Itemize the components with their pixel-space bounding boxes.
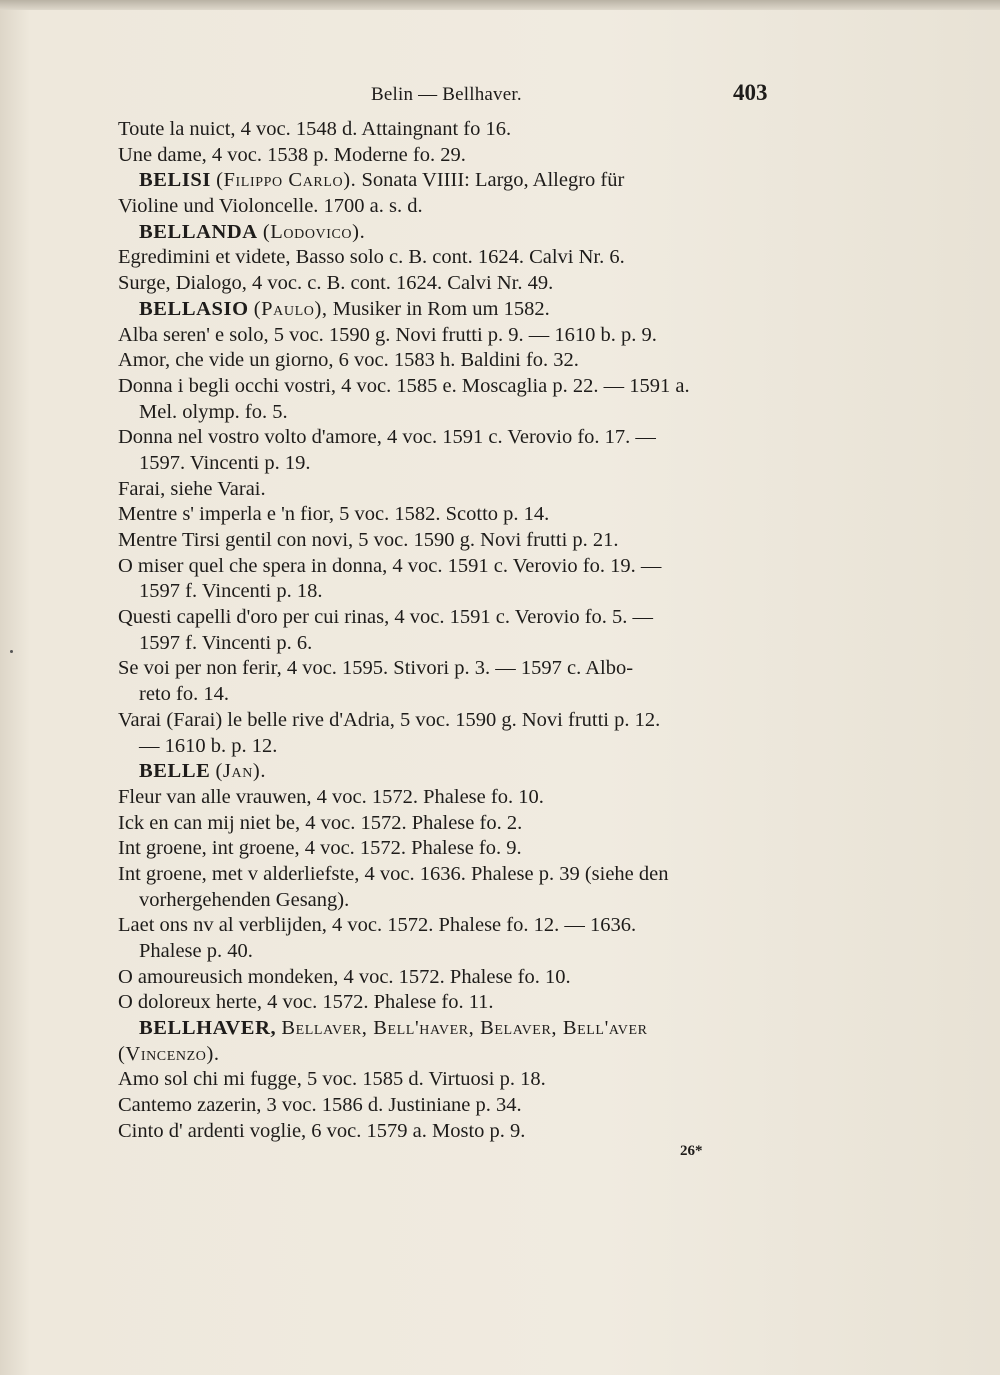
composer-forename: (Vincenzo). <box>118 1042 220 1065</box>
entry-line: Donna nel vostro volto d'amore, 4 voc. 1591 c. Verovio fo. 17. — <box>118 426 656 449</box>
composer-forename: Bellaver, Bell'haver, Belaver, Bell'aver <box>281 1017 648 1040</box>
composer-heading <box>118 297 778 323</box>
entry-line: reto fo. 14. <box>139 683 229 706</box>
composer-heading <box>118 220 778 246</box>
entry-line: Questi capelli d'oro per cui rinas, 4 voc. 1591 c. Verovio fo. 5. — <box>118 606 654 629</box>
composer-heading <box>118 759 778 785</box>
composer-heading <box>118 1016 778 1042</box>
entry-line: Varai (Farai) le belle rive d'Adria, 5 voc. 1590 g. Novi frutti p. 12. <box>118 708 661 731</box>
entry-line: Donna i begli occhi vostri, 4 voc. 1585 e. Moscaglia p. 22. — 1591 a. <box>118 374 690 397</box>
entry-line: Se voi per non ferir, 4 voc. 1595. Stivori p. 3. — 1597 c. Albo- <box>118 657 634 680</box>
entry-line: Amor, che vide un giorno, 6 voc. 1583 h. Baldini fo. 32. <box>118 349 579 372</box>
entry-line: Alba seren' e solo, 5 voc. 1590 g. Novi frutti p. 9. — 1610 b. p. 9. <box>118 323 657 346</box>
entry-line <box>118 1042 778 1068</box>
composer-forename: (Paulo), <box>253 297 328 320</box>
entry-line: Egredimini et videte, Basso solo c. B. cont. 1624. Calvi Nr. 6. <box>118 246 625 269</box>
entry-line: vorhergehenden Gesang). <box>139 888 350 911</box>
signature-mark: 26* <box>680 1143 703 1159</box>
entry-line: — 1610 b. p. 12. <box>139 734 278 757</box>
composer-heading <box>118 168 778 194</box>
entry-line: Int groene, int groene, 4 voc. 1572. Phalese fo. 9. <box>118 837 522 860</box>
entry-line: Violine und Violoncelle. 1700 a. s. d. <box>118 195 423 218</box>
composer-forename: (Lodovico). <box>262 220 366 243</box>
entry-line: O doloreux herte, 4 voc. 1572. Phalese fo. 11. <box>118 991 494 1014</box>
composer-name: BELLANDA <box>139 220 258 243</box>
page-header <box>0 80 1000 110</box>
composer-forename: (Jan). <box>215 760 267 783</box>
scan-edge <box>0 0 1000 10</box>
entry-line: Mentre Tirsi gentil con novi, 5 voc. 1590 g. Novi frutti p. 21. <box>118 529 619 551</box>
entry-line: Une dame, 4 voc. 1538 p. Moderne fo. 29. <box>118 143 466 166</box>
entry-line: Cantemo zazerin, 3 voc. 1586 d. Justiniane p. 34. <box>118 1094 522 1117</box>
entry-line: 1597 f. Vincenti p. 6. <box>139 631 313 654</box>
composer-name: BELLE <box>139 760 211 783</box>
running-head: Belin — Bellhaver. <box>371 84 522 105</box>
margin-mark <box>10 650 13 653</box>
composer-note: Sonata VIIII: Largo, Allegro für <box>356 169 625 192</box>
catalog-entries <box>118 117 778 1145</box>
entry-line: Surge, Dialogo, 4 voc. c. B. cont. 1624. Calvi Nr. 49. <box>118 272 554 295</box>
entry-line: 1597 f. Vincenti p. 18. <box>139 580 323 603</box>
entry-line: Fleur van alle vrauwen, 4 voc. 1572. Phalese fo. 10. <box>118 785 544 808</box>
entry-line: Amo sol chi mi fugge, 5 voc. 1585 d. Virtuosi p. 18. <box>118 1068 546 1091</box>
entry-line: Mentre s' imperla e 'n fior, 5 voc. 1582. Scotto p. 14. <box>118 503 550 526</box>
composer-name: BELLHAVER, <box>139 1017 277 1040</box>
entry-line: Laet ons nv al verblijden, 4 voc. 1572. Phalese fo. 12. — 1636. <box>118 914 637 937</box>
entry-line: Farai, siehe Varai. <box>118 477 266 500</box>
entry-line: Phalese p. 40. <box>139 940 253 962</box>
entry-line: Mel. olymp. fo. 5. <box>139 400 288 423</box>
composer-note: Musiker in Rom um 1582. <box>327 297 550 320</box>
page-number: 403 <box>733 80 768 105</box>
entry-line: Cinto d' ardenti voglie, 6 voc. 1579 a. Mosto p. 9. <box>118 1119 526 1142</box>
entry-line: O amoureusich mondeken, 4 voc. 1572. Phalese fo. 10. <box>118 965 571 988</box>
composer-name: BELISI <box>139 169 211 192</box>
entry-line: Ick en can mij niet be, 4 voc. 1572. Phalese fo. 2. <box>118 811 523 834</box>
entry-line: 1597. Vincenti p. 19. <box>139 451 311 474</box>
composer-name: BELLASIO <box>139 297 249 320</box>
entry-line: O miser quel che spera in donna, 4 voc. 1591 c. Verovio fo. 19. — <box>118 554 662 577</box>
entry-line: Toute la nuict, 4 voc. 1548 d. Attaingnant fo 16. <box>118 118 512 140</box>
composer-forename: (Filippo Carlo). <box>216 169 357 192</box>
entry-line: Int groene, met v alderliefste, 4 voc. 1636. Phalese p. 39 (siehe den <box>118 862 669 885</box>
